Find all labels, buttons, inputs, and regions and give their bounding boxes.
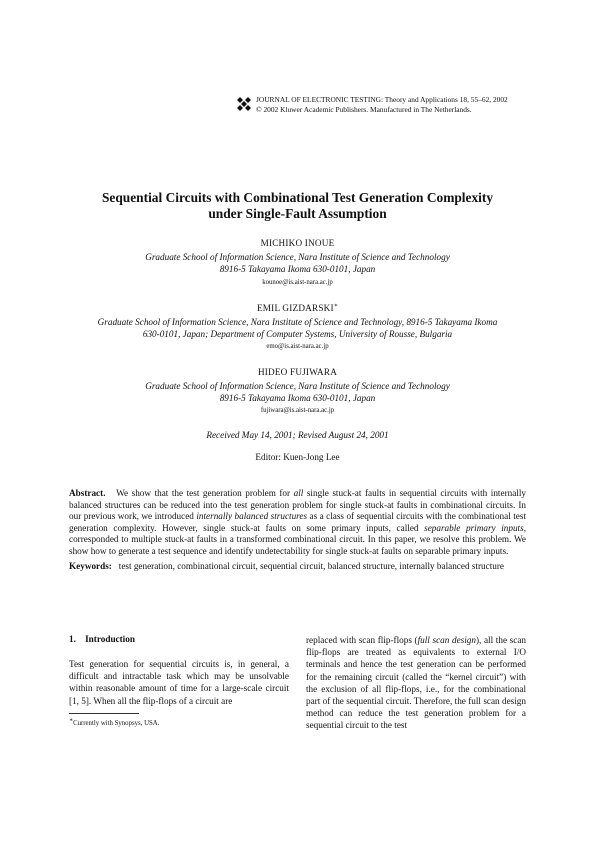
affiliation-line: Graduate School of Information Science, Nara Institute of Science and Technology, 8916-5 Takayama Ikoma bbox=[97, 317, 498, 327]
abstract-emphasis: separable primary inputs bbox=[424, 522, 524, 533]
title-line-1: Sequential Circuits with Combinational Test Generation Complexity bbox=[101, 190, 494, 205]
footnote-marker: ∗ bbox=[69, 717, 74, 724]
section-heading: 1. Introduction bbox=[69, 634, 135, 644]
publisher-logo-icon bbox=[236, 96, 252, 112]
author-name: MICHIKO INOUE bbox=[260, 238, 335, 248]
body-emphasis: full scan design bbox=[417, 635, 476, 645]
footnote-text: Currently with Synopsys, USA. bbox=[73, 720, 160, 727]
body-text: ), all the scan flip-flops are treated as equivalents to external I/O terminals and hence the test generation can be performed for the remaining circuit (called the “kernel circuit”) with the exclusion of all flip-flops, i.e., for the combinational part of the sequential circuit. Therefore, the full scan design method can reduce the test generation problem for a sequential circuit to the test bbox=[306, 635, 526, 731]
editor-line: Editor: Kuen-Jong Lee bbox=[255, 452, 340, 462]
abstract-label: Abstract. bbox=[69, 488, 106, 498]
title-line-2: under Single-Fault Assumption bbox=[208, 206, 387, 221]
abstract-text: We show that the test generation problem for bbox=[116, 488, 294, 498]
keywords-label: Keywords: bbox=[69, 561, 112, 571]
abstract-text: as a class of sequential circuits with the combinational test generation complexity. However, single stuck-at faults on some primary inputs, called bbox=[69, 511, 526, 533]
author-name bbox=[40, 303, 555, 313]
abstract bbox=[69, 488, 526, 558]
body-text-column-2 bbox=[306, 634, 526, 732]
author-affiliation bbox=[40, 380, 555, 404]
footnote bbox=[69, 717, 160, 727]
affiliation-line: 8916-5 Takayama Ikoma 630-0101, Japan bbox=[219, 264, 376, 274]
author-email: emo@is.aist-nara.ac.jp bbox=[266, 343, 329, 350]
abstract-emphasis: internally balanced structures bbox=[196, 511, 308, 522]
keywords bbox=[69, 561, 526, 573]
abstract-text: single stuck-at faults in sequential circuits with internally balanced structures can be reduced into the test generation problem for single stuck-at faults in combinational circuits. In our previous work, we introduced bbox=[69, 488, 526, 522]
journal-header bbox=[236, 95, 508, 115]
abstract-text: , corresponded to multiple stuck-at faults in a transformed combinational circuit. In this paper, we resolve this problem. We show how to generate a test sequence and identify undetectability for single stuck-at faults on separable primary inputs. bbox=[69, 522, 526, 556]
footnote-marker: ∗ bbox=[333, 302, 338, 309]
journal-line: JOURNAL OF ELECTRONIC TESTING: Theory and Applications 18, 55–62, 2002 bbox=[256, 95, 508, 104]
affiliation-line: Graduate School of Information Science, Nara Institute of Science and Technology bbox=[145, 252, 450, 262]
author-email: kounoe@is.aist-nara.ac.jp bbox=[262, 279, 333, 286]
body-text-column-1: Test generation for sequential circuits is, in general, a difficult and intractable task which may be unsolvable within reasonable amount of time for a large-scale circuit [1, 5]. When all the flip-flops of a circuit are bbox=[69, 659, 289, 706]
keywords-text: test generation, combinational circuit, sequential circuit, balanced structure, internally balanced structure bbox=[118, 561, 504, 571]
affiliation-line: 630-0101, Japan; Department of Computer Systems, University of Rousse, Bulgaria bbox=[142, 329, 453, 339]
affiliation-line: 8916-5 Takayama Ikoma 630-0101, Japan bbox=[219, 393, 376, 403]
copyright-line: © 2002 Kluwer Academic Publishers. Manufactured in The Netherlands. bbox=[256, 105, 472, 114]
body-text: replaced with scan flip-flops ( bbox=[306, 635, 418, 645]
author-affiliation bbox=[40, 316, 555, 340]
author-affiliation bbox=[40, 251, 555, 275]
received-dates: Received May 14, 2001; Revised August 24, 2001 bbox=[206, 430, 389, 440]
abstract-emphasis: all bbox=[293, 488, 304, 498]
affiliation-line: Graduate School of Information Science, Nara Institute of Science and Technology bbox=[145, 381, 450, 391]
footnote-rule bbox=[69, 713, 139, 714]
author-name: HIDEO FUJIWARA bbox=[257, 367, 338, 377]
author-email: fujiwara@is.aist-nara.ac.jp bbox=[260, 407, 335, 414]
author-name-text: EMIL GIZDARSKI bbox=[257, 303, 334, 313]
paper-title bbox=[40, 190, 555, 222]
